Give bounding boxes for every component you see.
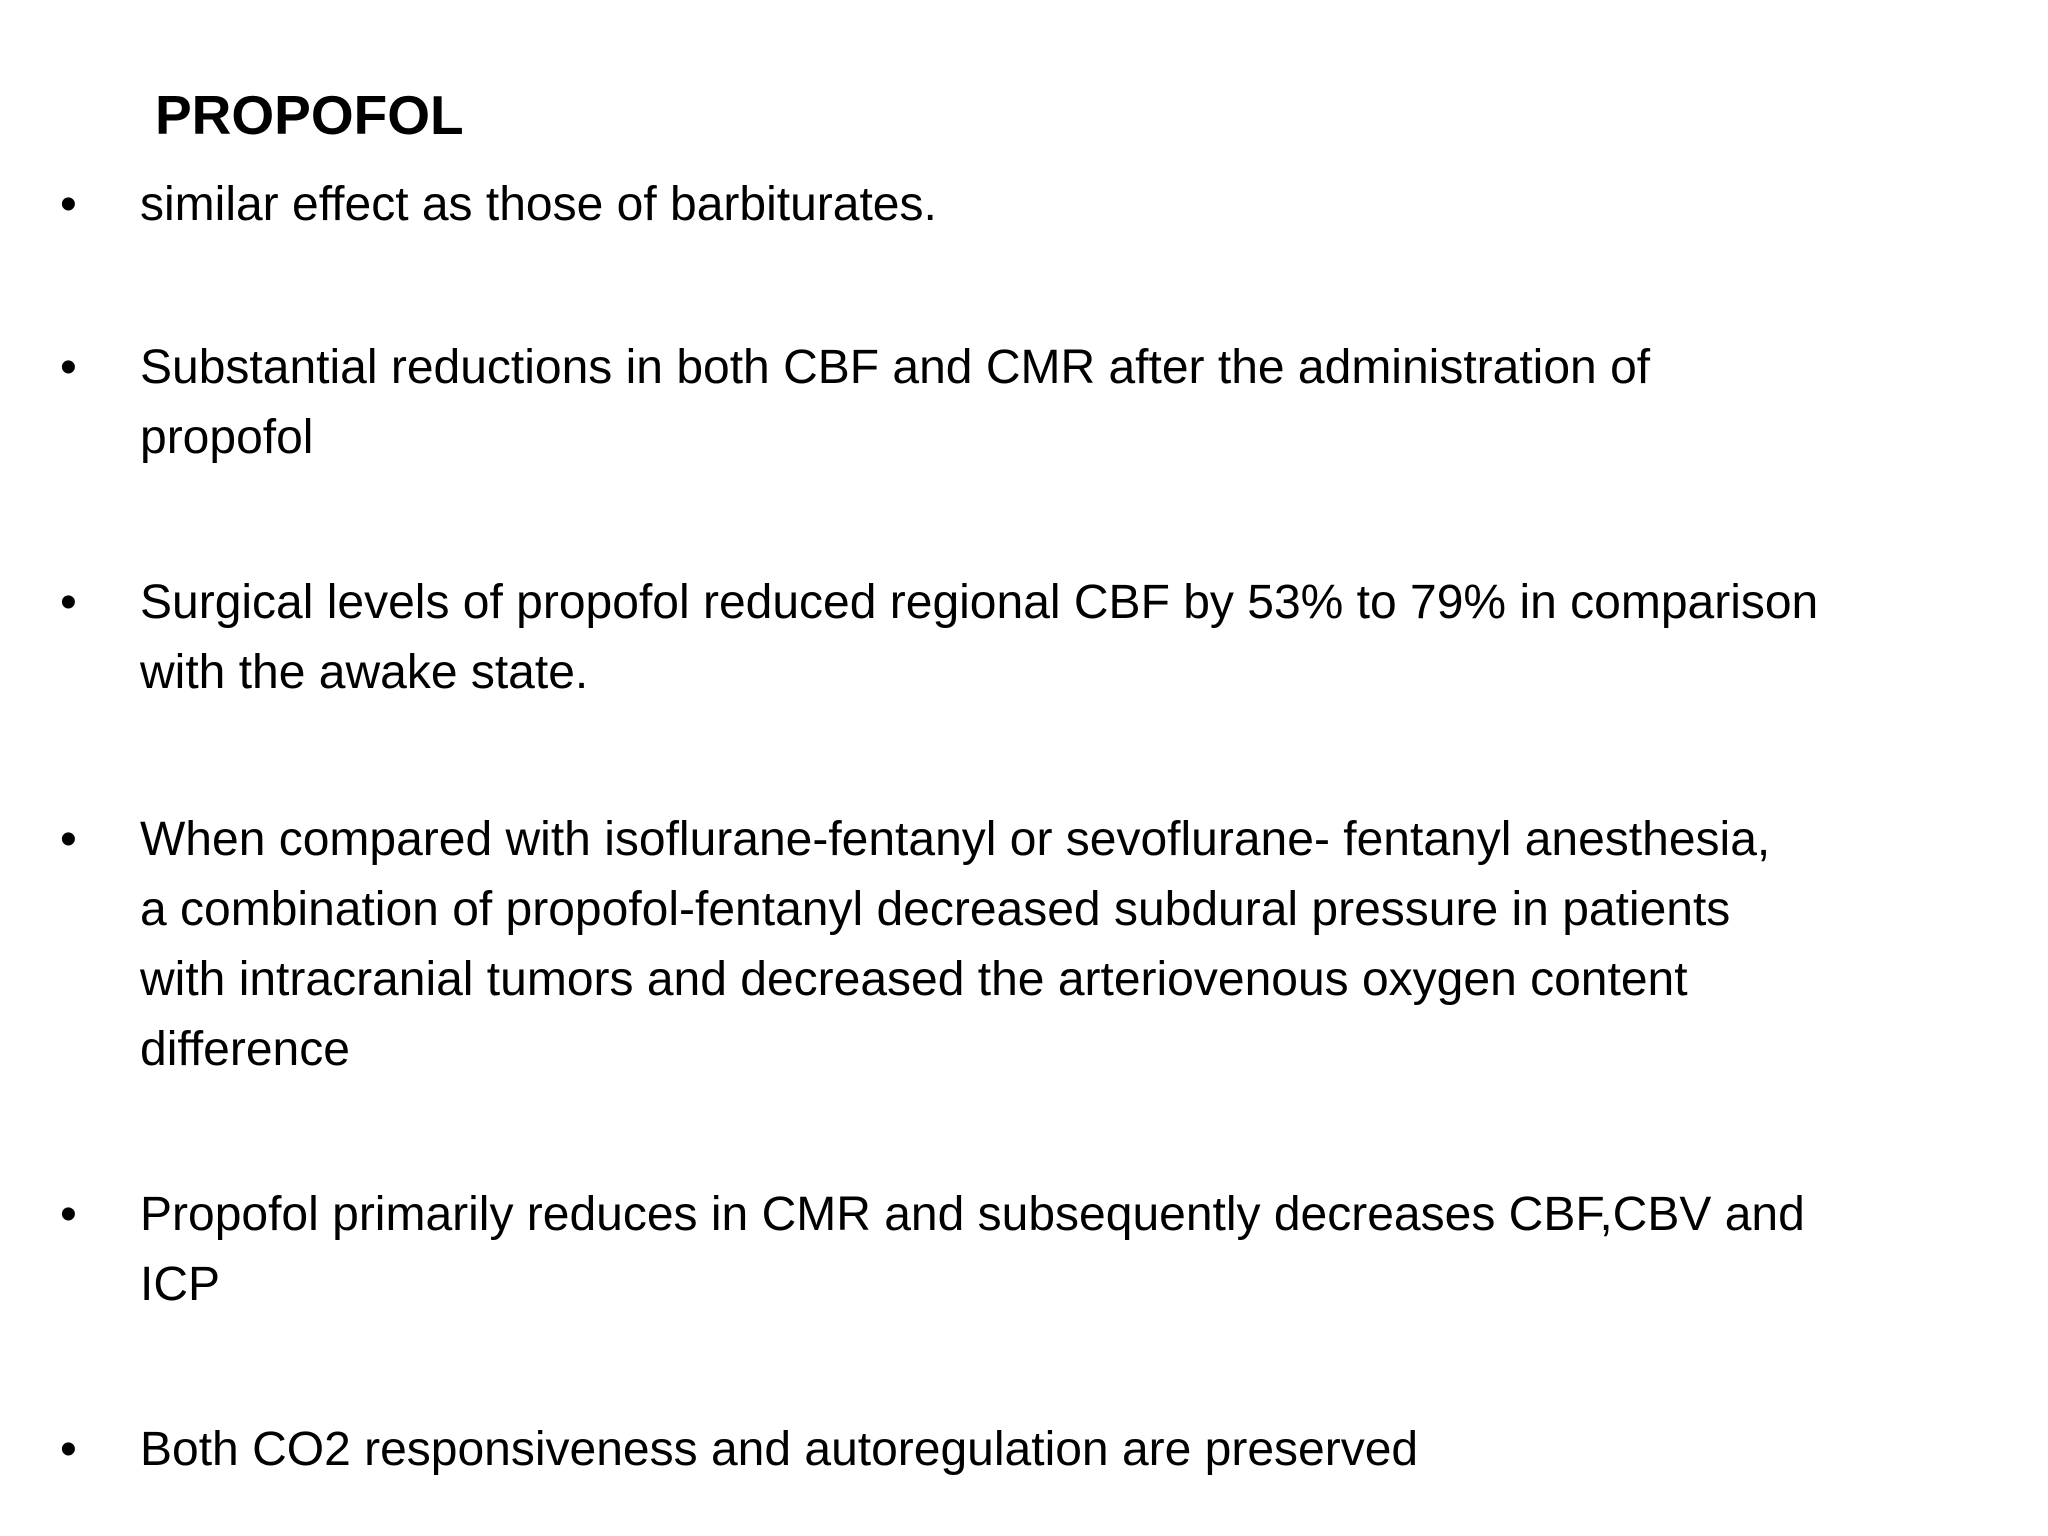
bullet-text: When compared with isoflurane-fentanyl or sevoflurane- fentanyl anesthesia, a combination of propofol-fentanyl decreased subdural pressure in patients with intracranial tumors and decreased the arteriovenous oxygen content difference xyxy=(140,813,1771,1076)
bullet-text: Surgical levels of propofol reduced regional CBF by 53% to 79% in comparison with the awake state. xyxy=(140,576,1819,699)
bullet-marker: • xyxy=(60,1423,77,1476)
bullet-marker: • xyxy=(60,576,77,629)
bullet-text: Both CO2 responsiveness and autoregulation are preserved xyxy=(140,1423,1419,1476)
bullet-marker: • xyxy=(60,1188,77,1241)
bullet-marker: • xyxy=(60,813,77,866)
bullet-text: similar effect as those of barbiturates. xyxy=(140,178,937,231)
bullet-marker: • xyxy=(60,178,77,231)
bullet-text: Propofol primarily reduces in CMR and subsequently decreases CBF,CBV and ICP xyxy=(140,1188,1805,1311)
bullet-marker: • xyxy=(60,341,77,394)
slide-title: PROPOFOL xyxy=(155,84,464,146)
bullet-text: Substantial reductions in both CBF and CMR after the administration of propofol xyxy=(140,341,1651,464)
